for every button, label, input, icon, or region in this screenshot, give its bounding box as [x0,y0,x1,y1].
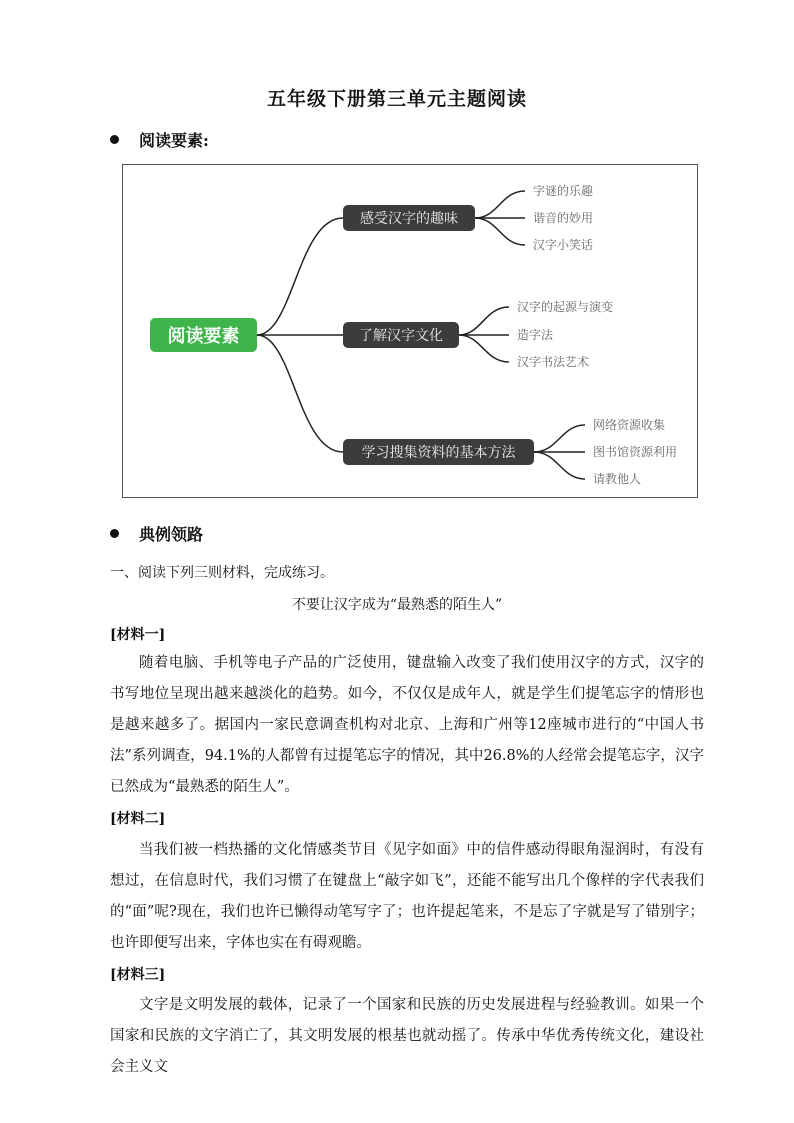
material-2-label: [材料二] [110,811,166,827]
instruction-text: 一、阅读下列三则材料，完成练习。 [110,565,334,581]
material-1-paragraph [110,648,704,803]
material-2-text: 当我们被一档热播的文化情感类节目《见字如面》中的信件感动得眼角湿润时，有没有想过，在信息时代，我们习惯了在键盘上“敲字如飞”，还能不能写出几个像样的字代表我们的“面”呢?现在，我们也许已懒得动笔写字了；也许提起笔来，不是忘了字就是写了错别字；也许即便写出来，字体也实在有碍观瞻。 [110,842,704,951]
section-heading-text: 阅读要素: [139,131,209,150]
connector-root-branch-1 [257,218,343,335]
section-heading-examples [110,522,203,545]
connector-branch3-leaf1 [534,425,585,452]
leaf-homophones: 谐音的妙用 [533,211,594,225]
leaf-calligraphy: 汉字书法艺术 [517,355,590,369]
page-title: 五年级下册第三单元主题阅读 [266,88,527,110]
leaf-library-resources: 图书馆资源利用 [593,445,678,459]
material-1-label: [材料一] [110,627,166,643]
connector-root-branch-3 [257,335,343,452]
material-1-text: 随着电脑、手机等电子产品的广泛使用，键盘输入改变了我们使用汉字的方式，汉字的书写地位呈现出越来越淡化的趋势。如今，不仅仅是成年人，就是学生们提笔忘字的情形也是越来越多了。据国内一家民意调查机构对北京、上海和广州等12座城市进行的“中国人书法”系列调查，94.1%的人都曾有过提笔忘字的情况，其中26.8%的人经常会提笔忘字，汉字已然成为“最熟悉的陌生人”。 [110,655,704,795]
section-heading-reading-elements [110,128,209,151]
leaf-origin-evolution: 汉字的起源与演变 [517,300,614,314]
mind-map-root-node: 阅读要素 [150,318,257,352]
leaf-jokes: 汉字小笑话 [533,238,594,252]
bullet-icon [110,529,119,538]
material-3-label: [材料三] [110,967,166,983]
branch-node-research-methods: 学习搜集资料的基本方法 [343,439,534,465]
material-3-paragraph [110,990,704,1083]
branch-node-fun-of-characters: 感受汉字的趣味 [343,205,475,231]
branch-node-character-culture: 了解汉字文化 [343,322,459,348]
mind-map [122,164,698,498]
connector-branch2-leaf3 [459,335,509,362]
connector-branch1-leaf3 [475,218,525,245]
bullet-icon [110,135,119,144]
article-title: 不要让汉字成为“最熟悉的陌生人” [291,597,503,613]
leaf-online-resources: 网络资源收集 [593,418,666,432]
leaf-ask-others: 请教他人 [593,472,642,486]
connector-branch2-leaf1 [459,307,509,335]
connector-branch3-leaf3 [534,452,585,479]
material-3-text: 文字是文明发展的载体，记录了一个国家和民族的历史发展进程与经验教训。如果一个国家和民族的文字消亡了，其文明发展的根基也就动摇了。传承中华优秀传统文化，建设社会主义文 [110,997,704,1075]
connector-branch1-leaf1 [475,191,525,218]
section-heading-text: 典例领路 [139,525,204,544]
leaf-word-formation: 造字法 [517,328,554,342]
material-2-paragraph [110,835,704,959]
leaf-riddles: 字谜的乐趣 [533,184,594,198]
